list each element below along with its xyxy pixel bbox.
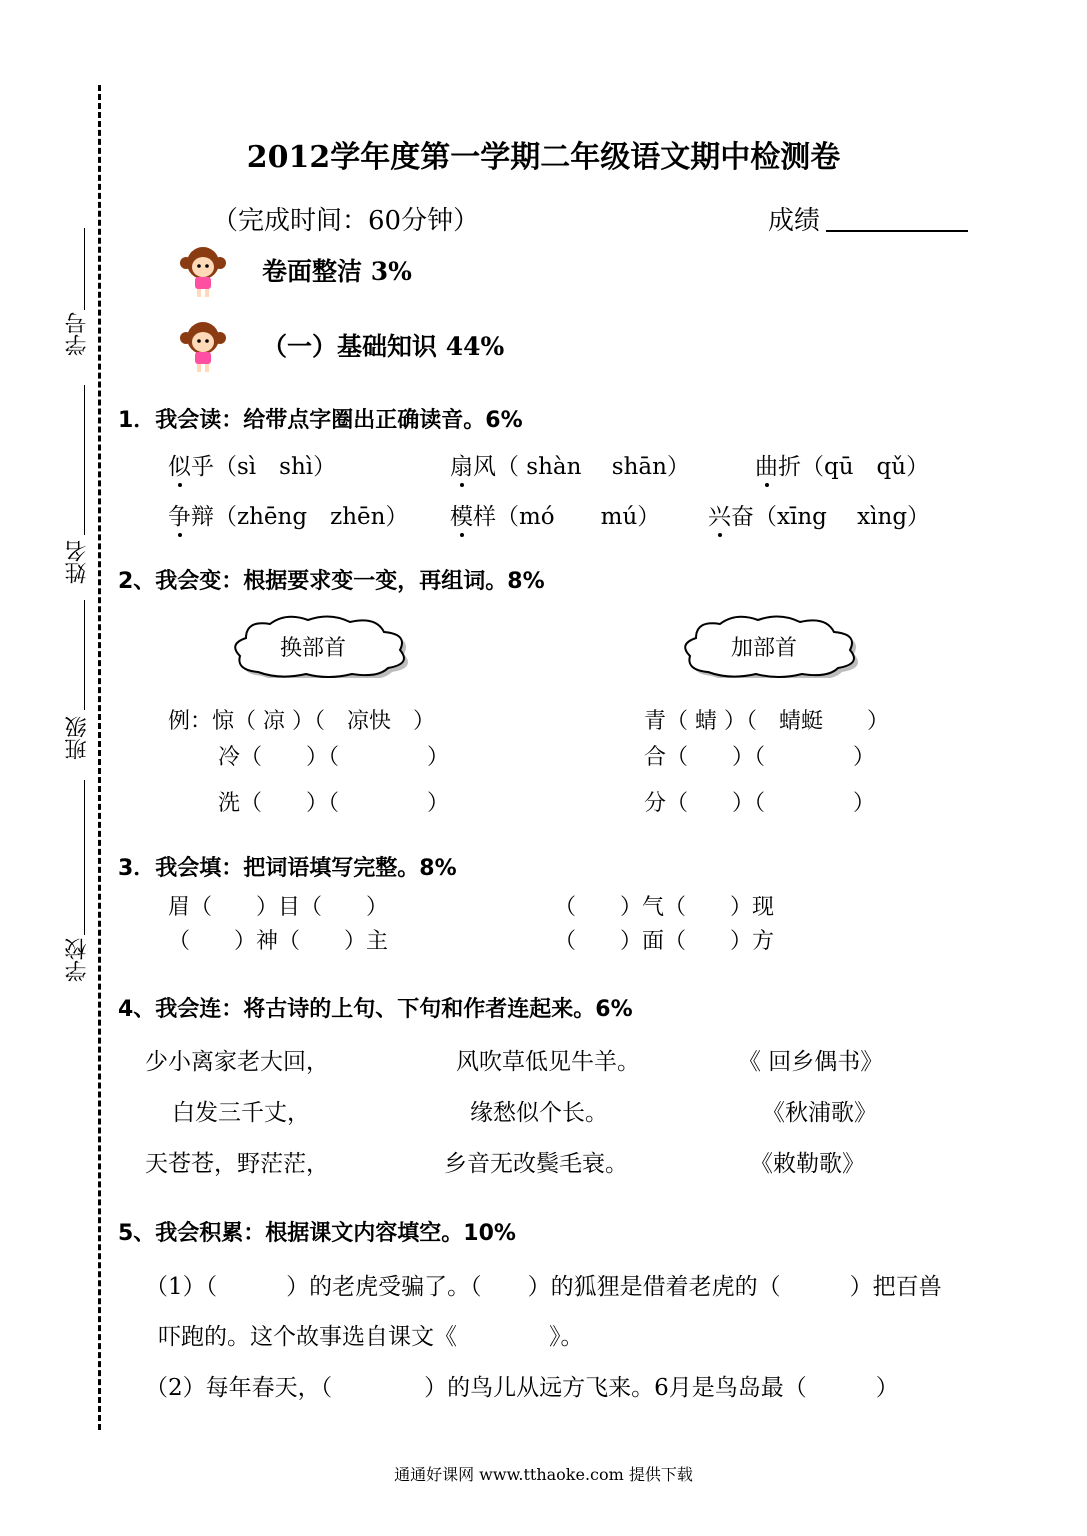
cloud-right-label: 加部首 [731,636,798,661]
q2-left-line: 例：惊（ 凉 ）（ 凉快 ） [168,709,435,734]
school-line [84,780,85,935]
q5-line: （2）每年春天，（ ）的鸟儿从远方飞来。6月是鸟岛最（ ） [145,1375,899,1401]
q2-right-line: 分（ ）（ ） [644,791,876,816]
q2-right-line: 合（ ）（ ） [644,745,876,770]
q1-item: 兴奋（xīng xìng） [708,498,930,531]
score-label: 成绩 [768,206,821,236]
poem-line: 少小离家老大回， [145,1049,329,1075]
q3-item: 眉（ ）目（ ） [168,895,389,920]
q1-item: 争辩（zhēng zhēn） [168,498,408,531]
name-line [84,385,85,535]
time-label: （完成时间：60分钟） [212,206,480,236]
q4-heading: 4、我会连：将古诗的上句、下句和作者连起来。6% [118,997,633,1022]
footer: 通通好课网 www.tthaoke.com 提供下载 [394,1465,693,1484]
cloud-left-label: 换部首 [280,636,347,661]
poem-line: 天苍苍，野茫茫， [145,1151,329,1177]
class-label: 班级 [65,716,90,760]
girl-icon [175,243,231,299]
q2-right-line: 青（ 蜻 ）（ 蜻蜓 ） [644,709,889,734]
q1-item: 曲折（qū qǔ） [755,448,929,481]
poem-line: 白发三千丈， [172,1100,310,1126]
q5-line: （1）（ ）的老虎受骗了。（ ）的狐狸是借着老虎的（ ）把百兽 [145,1274,942,1300]
q3-item: （ ）面（ ）方 [554,929,775,954]
neat-section: 卷面整洁 3% [262,257,412,286]
q3-heading: 3．我会填：把词语填写完整。8% [118,856,457,881]
basic-section: （一）基础知识 44% [262,332,505,361]
q3-item: （ ）神（ ）主 [168,929,389,954]
student-no-line [84,228,85,310]
poem-line: 风吹草低见牛羊。 [456,1049,640,1075]
q5-line: 吓跑的。这个故事选自课文《 》。 [158,1324,584,1350]
name-label: 姓名 [65,540,90,584]
q1-item: 似乎（sì shì） [168,448,336,481]
q3-item: （ ）气（ ）现 [554,895,775,920]
q5-heading: 5、我会积累：根据课文内容填空。10% [118,1221,516,1246]
student-no-label: 学号 [65,312,90,356]
q1-heading: 1．我会读：给带点字圈出正确读音。6% [118,408,523,433]
q2-left-line: 冷（ ）（ ） [218,745,450,770]
class-line [84,600,85,710]
q2-left-line: 洗（ ）（ ） [218,791,450,816]
poem-title: 《 回乡偶书》 [738,1049,884,1075]
girl-icon [175,318,231,374]
q1-item: 扇风（ shàn shān） [450,448,690,481]
binding-dashed-line [98,85,101,1430]
poem-title: 《秋浦歌》 [762,1100,877,1126]
poem-line: 缘愁似个长。 [470,1100,608,1126]
poem-title: 《敕勒歌》 [750,1151,865,1177]
page-title: 2012学年度第一学期二年级语文期中检测卷 [246,140,841,175]
score-blank [826,230,968,232]
poem-line: 乡音无改鬓毛衰。 [444,1151,628,1177]
q2-heading: 2、我会变：根据要求变一变，再组词。8% [118,569,545,594]
q1-item: 模样（mó mú） [450,498,660,531]
school-label: 学校 [65,938,90,982]
